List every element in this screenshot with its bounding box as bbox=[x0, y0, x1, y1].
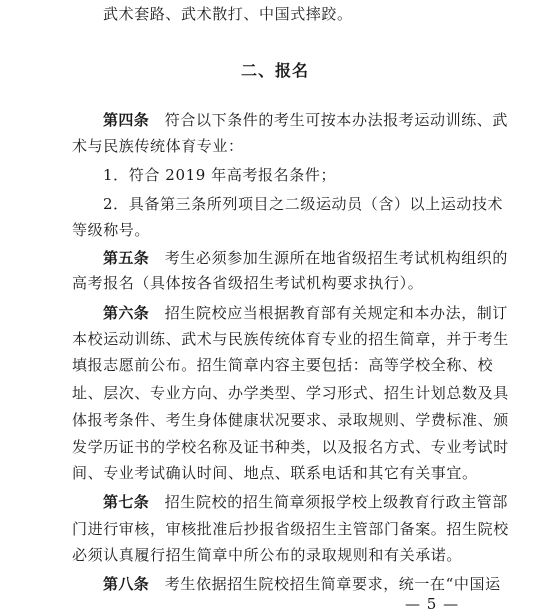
article-6-line-7 bbox=[72, 463, 478, 483]
line-text: 填报志愿前公布。招生简章内容主要包括：高等学校全称、校 bbox=[72, 356, 494, 374]
condition-1 bbox=[103, 165, 336, 185]
text-line-1 bbox=[103, 4, 353, 24]
article-5-line-1 bbox=[103, 248, 508, 268]
article-heading: 第七条 bbox=[103, 493, 150, 511]
line-text: 招生院校应当根据教育部有关规定和本办法，制订 bbox=[149, 304, 509, 322]
line-text: 2．具备第三条所列项目之二级运动员（含）以上运动技术 bbox=[103, 195, 504, 213]
condition-2-line-2 bbox=[72, 220, 150, 240]
line-text: 1．符合 2019 年高考报名条件； bbox=[103, 166, 337, 184]
article-6-line-4 bbox=[72, 383, 509, 403]
article-heading: 第六条 bbox=[103, 304, 150, 322]
article-heading: 第四条 bbox=[103, 111, 150, 129]
page-number: — 5 — bbox=[405, 595, 460, 613]
line-text: 发学历证书的学校名称及证书种类，以及报名方式、专业考试时 bbox=[72, 438, 509, 456]
article-5-line-2 bbox=[72, 273, 423, 293]
line-text: 武术套路、武术散打、中国式摔跤。 bbox=[103, 5, 353, 23]
line-text: 招生院校的招生简章须报学校上级教育行政主管部 bbox=[149, 493, 509, 511]
article-6-line-1 bbox=[103, 303, 508, 323]
line-text: 间、专业考试确认时间、地点、联系电话和其它有关事宜。 bbox=[72, 464, 478, 482]
article-7-line-3 bbox=[72, 545, 462, 565]
line-text: 门进行审核，审核批准后抄报省级招生主管部门备案。招生院校 bbox=[72, 520, 509, 538]
line-text: 高考报名（具体按各省级招生考试机构要求执行）。 bbox=[72, 274, 424, 292]
line-text: 本校运动训练、武术与民族传统体育专业的招生简章，并于考生 bbox=[72, 330, 509, 348]
line-text: 必须认真履行招生简章中所公布的录取规则和有关承诺。 bbox=[72, 546, 463, 564]
article-6-line-6 bbox=[72, 437, 509, 457]
line-text: 址、层次、专业方向、办学类型、学习形式、招生计划总数及具 bbox=[72, 384, 509, 402]
section-title: 二、报名 bbox=[240, 61, 309, 80]
article-6-line-3 bbox=[72, 355, 493, 375]
line-text: 考生必须参加生源所在地省级招生考试机构组织的 bbox=[149, 249, 509, 267]
article-7-line-1 bbox=[103, 492, 508, 512]
article-4-line-1 bbox=[103, 110, 508, 130]
condition-2-line-1 bbox=[103, 194, 503, 214]
article-8-line-1 bbox=[103, 574, 501, 594]
article-6-line-5 bbox=[72, 410, 509, 430]
line-text: 考生依据招生院校招生简章要求，统一在“中国运 bbox=[149, 575, 501, 593]
article-heading: 第五条 bbox=[103, 249, 150, 267]
line-text: 术与民族传统体育专业： bbox=[72, 137, 244, 155]
article-4-line-2 bbox=[72, 136, 244, 156]
line-text: 体报考条件、考生身体健康状况要求、录取规则、学费标准、颁 bbox=[72, 411, 509, 429]
article-7-line-2 bbox=[72, 519, 509, 539]
article-heading: 第八条 bbox=[103, 575, 150, 593]
line-text: 符合以下条件的考生可按本办法报考运动训练、武 bbox=[149, 111, 509, 129]
article-6-line-2 bbox=[72, 329, 509, 349]
line-text: 等级称号。 bbox=[72, 221, 151, 239]
